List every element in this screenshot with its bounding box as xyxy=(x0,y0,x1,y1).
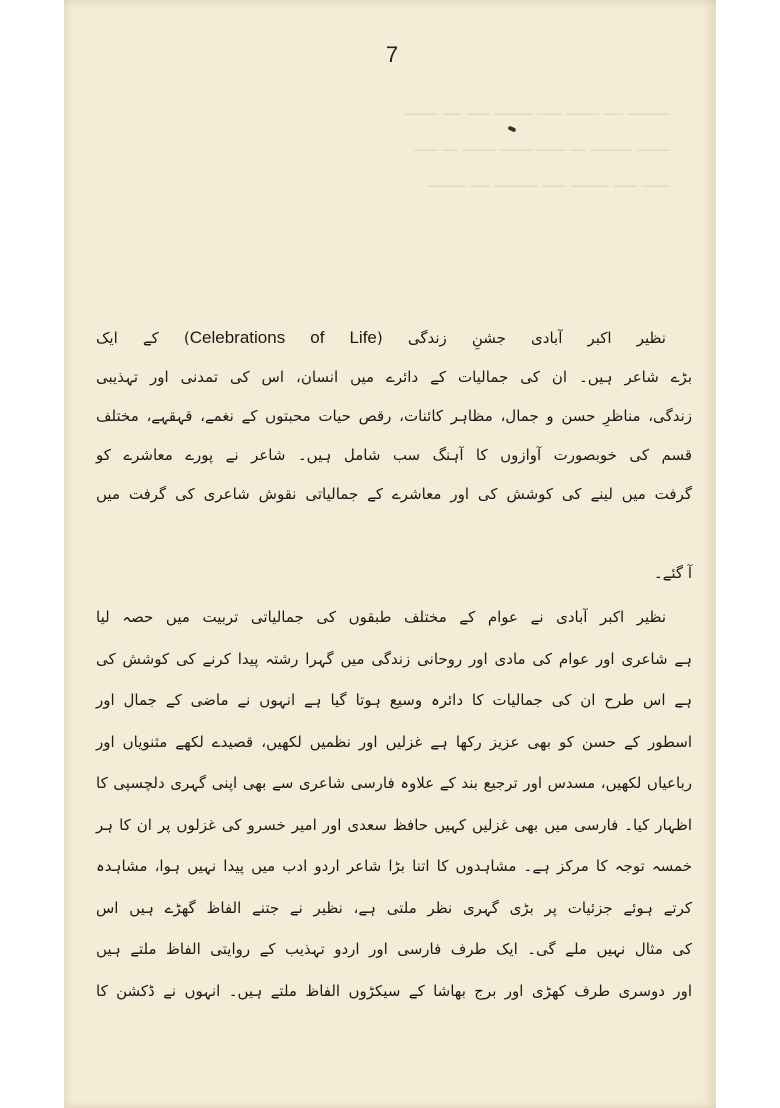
text-line: ہے اس طرح ان کی جمالیات کا دائرہ وسیع ہوتا گیا ہے انہوں نے ماضی کے جمال اور xyxy=(96,691,692,709)
text-line: کرتے ہوئے جزئیات پر بڑی گہری نظر ملتی ہے، نظیر نے جتنے الفاظ گھڑے ہیں اس xyxy=(96,898,692,917)
text-line: خمسہ توجہ کا مرکز ہے۔ مشاہدوں کا اتنا بڑا شاعر اردو ادب میں پیدا نہیں ہوا، مشاہدہ xyxy=(96,857,692,875)
text-line: قسم کی خوبصورت آوازوں کا آہنگ سب شامل ہیں۔ شاعر نے پورے معاشرے کو xyxy=(96,446,692,464)
body-text xyxy=(96,318,692,1012)
text-fragment: ) کے ایک xyxy=(96,329,190,347)
text-fragment: نظیر اکبر آبادی جشنِ زندگی ( xyxy=(376,329,666,347)
text-line: اظہار کیا۔ فارسی میں بھی غزلیں کہیں حافظ سعدی اور امیر خسرو کی غزلوں پر ان کا ہر xyxy=(96,815,692,834)
bleed-through-text: ــــــ ـــــ ــــــــ ـــــ ـــــــــ ــــ ــــــــ xyxy=(428,172,670,191)
text-line: بڑے شاعر ہیں۔ ان کی جمالیات کے دائرے میں انسان، اس کی تمدنی اور تہذیبی xyxy=(96,368,692,386)
paragraph-2 xyxy=(96,597,692,1012)
text-line: ہے شاعری اور عوام کی مادی اور روحانی زندگی میں گہرا رشتہ پیدا کرنے کی کوشش کی xyxy=(96,649,692,668)
text-line: آ گئے۔ xyxy=(653,564,692,582)
bleed-through-text: ـــــــــ ــــ ـــــــ ـــــ ــــــــ ـــــ ــــ ـــــــ xyxy=(404,100,670,119)
text-line: نظیر اکبر آبادی نے عوام کے مختلف طبقوں کی جمالیاتی تربیت میں حصہ لیا xyxy=(96,608,666,626)
text-line: اور دوسری طرف کھڑی اور برج بھاشا کے سیکڑوں الفاظ ملتے ہیں۔ انہوں نے ڈکشن کا xyxy=(96,981,692,1000)
text-line: زندگی، مناظرِ حسن و جمال، مظاہر کائنات، رقص حیات محبتوں کے نغمے، قہقہے، مختلف xyxy=(96,407,692,425)
paragraph-1 xyxy=(96,318,692,593)
bleed-through-area xyxy=(110,92,670,200)
text-line xyxy=(96,318,692,358)
text-line: اسطور کے حسن کو بھی عزیز رکھا ہے غزلیں اور نظمیں لکھیں، قصیدے لکھے مثنویاں اور xyxy=(96,732,692,751)
text-line: گرفت میں لینے کی کوشش کی اور معاشرے کے جمالیاتی نقوش شاعری کی گرفت میں xyxy=(96,485,692,503)
text-line: رباعیاں لکھیں، مسدس اور ترجیع بند کے علاوہ فارسی شاعری سے بھی اپنی گہری دلچسپی کا xyxy=(96,774,692,792)
page-number: 7 xyxy=(385,42,399,67)
bleed-through-text: ـــــــ ـــــــــ ـــ ــــــ ـــــــ ـــــــ ـــ ـــــ xyxy=(414,136,670,155)
text-line: کی مثال نہیں ملے گی۔ ایک طرف فارسی اور اردو تہذیب کے روایتی الفاظ ملتے ہیں xyxy=(96,940,692,958)
english-term: Celebrations of Life xyxy=(189,328,377,347)
